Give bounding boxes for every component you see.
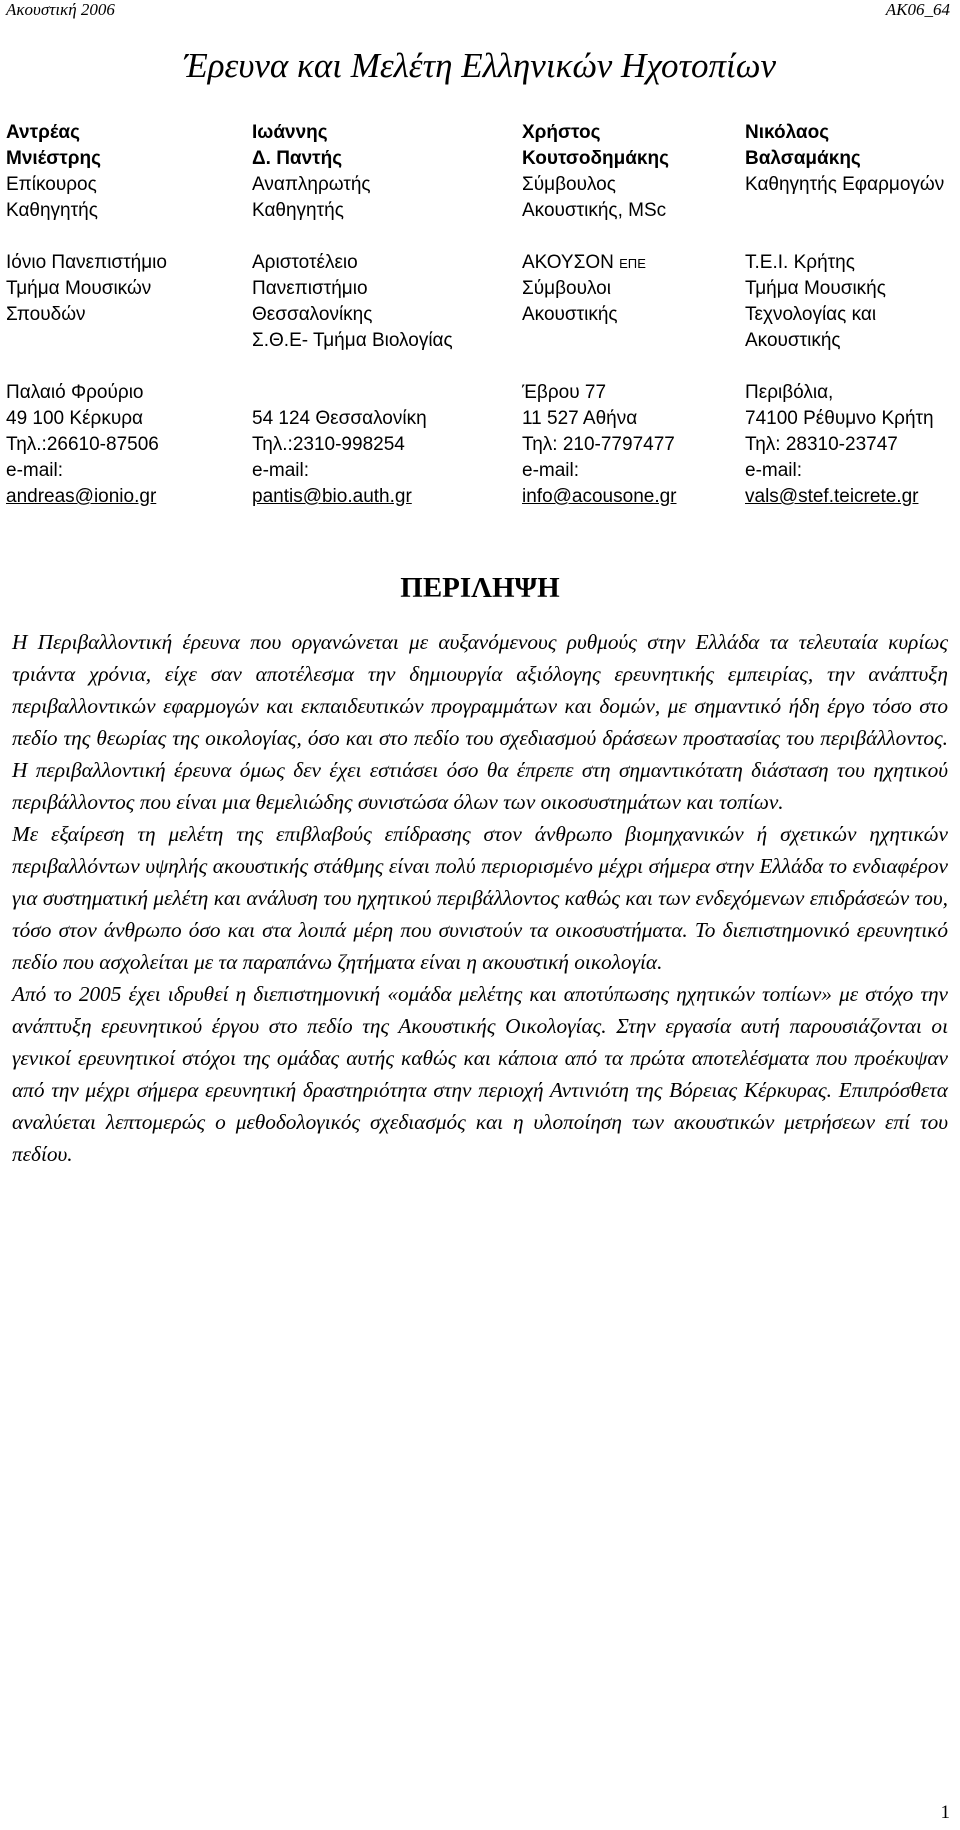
author-first-name: Χρήστος	[522, 122, 601, 143]
author-phone: Τηλ.:2310-998254	[252, 434, 405, 455]
author-role: Σύμβουλος	[522, 174, 616, 195]
author-last-name: Δ. Παντής	[252, 148, 343, 169]
company-type: ΕΠΕ	[619, 256, 646, 271]
author-role	[745, 198, 944, 224]
author-affiliation	[6, 328, 167, 354]
author-last-name: Κουτσοδημάκης	[522, 148, 670, 169]
author-affiliation: Ιόνιο Πανεπιστήμιο	[6, 252, 167, 273]
author-affiliation: Θεσσαλονίκης	[252, 304, 373, 325]
author-affiliation: Τμήμα Μουσικών	[6, 278, 152, 299]
abstract-paragraph: Με εξαίρεση τη μελέτη της επιβλαβούς επίδρασης στον άνθρωπο βιομηχανικών ή σχετικών ηχητικών περιβαλλόντων υψηλής ακουστικής στάθμης είναι πολύ περιορισμένο μέχρι σήμερα στην Ελλάδα το ενδιαφέρον για συστηματική μελέτη και ανάλυση του ηχητικού περιβάλλοντος καθώς και των ενδεχόμενων επιδράσεών του, τόσο στον άνθρωπο όσο και στα λοιπά μέρη που συνιστούν τα οικοσυστήματα. Το διεπιστημονικό ερευνητικό πεδίο που ασχολείται με τα παραπάνω ζητήματα είναι η ακουστική οικολογία.	[12, 822, 948, 974]
running-header-left: Ακουστική 2006	[6, 0, 115, 19]
author-email-label: e-mail:	[252, 460, 310, 481]
author-email-link[interactable]: info@acousone.gr	[522, 486, 677, 507]
author-address: Παλαιό Φρούριο	[6, 382, 144, 403]
author-first-name: Νικόλαος	[745, 122, 830, 143]
author-affiliation: Σ.Θ.Ε- Τμήμα Βιολογίας	[252, 330, 453, 351]
author-address: 49 100 Κέρκυρα	[6, 408, 144, 429]
author-affiliation: Πανεπιστήμιο	[252, 278, 368, 299]
author-affiliation	[522, 250, 677, 276]
author-affiliation: Αριστοτέλειο	[252, 252, 358, 273]
author-email-link[interactable]: vals@stef.teicrete.gr	[745, 486, 919, 507]
running-header-right: ΑΚ06_64	[885, 0, 950, 19]
abstract-paragraph: Η Περιβαλλοντική έρευνα που οργανώνεται με αυξανόμενους ρυθμούς στην Ελλάδα τα τελευταία κυρίως τριάντα χρόνια, είχε σαν αποτέλεσμα την δημιουργία αξιόλογης ερευνητικής εμπειρίας, την ανάπτυξη περιβαλλοντικών εφαρμογών και εκπαιδευτικών προγραμμάτων και δομών, με σημαντικό ήδη έργο τόσο στο πεδίο της θεωρίας της οικολογίας, όσο και στο πεδίο του σχεδιασμού δράσεων προστασίας του περιβάλλοντος. Η περιβαλλοντική έρευνα όμως δεν έχει εστιάσει όσο θα έπρεπε στη σημαντικότατη διάσταση του ηχητικού περιβάλλοντος που είναι μια θεμελιώδης συνιστώσα όλων των οικοσυστημάτων και τοπίων.	[12, 630, 948, 814]
author-phone: Τηλ: 28310-23747	[745, 434, 898, 455]
author-2	[252, 120, 453, 510]
abstract-heading: ΠΕΡΙΛΗΨΗ	[400, 572, 560, 604]
author-affiliation: Τεχνολογίας και	[745, 304, 877, 325]
author-role: Καθηγητής	[252, 200, 344, 221]
author-email-label: e-mail:	[6, 460, 64, 481]
abstract-paragraph: Από το 2005 έχει ιδρυθεί η διεπιστημονική «ομάδα μελέτης και αποτύπωσης ηχητικών τοπίων» με στόχο την ανάπτυξη ερευνητικού έργου στο πεδίο της Ακουστικής Οικολογίας. Στην εργασία αυτή παρουσιάζονται οι γενικοί ερευνητικοί στόχοι της ομάδας αυτής καθώς και κάποια από τα πρώτα αποτελέσματα που προέκυψαν από την μέχρι σήμερα ερευνητική δραστηριότητα στην περιοχή Αντινιότη της Βόρειας Κέρκυρας. Επιπρόσθετα αναλύεται λεπτομερώς ο μεθοδολογικός σχεδιασμός και η υλοποίηση των ακουστικών μετρήσεων επί του πεδίου.	[12, 982, 948, 1166]
company-name: ΑΚΟΥΣΟΝ	[522, 252, 614, 273]
author-role: Καθηγητής Εφαρμογών	[745, 174, 945, 195]
author-email-label: e-mail:	[522, 460, 580, 481]
author-phone: Τηλ: 210-7797477	[522, 434, 675, 455]
author-role: Αναπληρωτής	[252, 174, 371, 195]
author-email-label: e-mail:	[745, 460, 803, 481]
author-4	[745, 120, 944, 510]
author-last-name: Μνιέστρης	[6, 148, 101, 169]
author-affiliation: Σπουδών	[6, 304, 86, 325]
author-address: Έβρου 77	[522, 382, 607, 403]
author-1	[6, 120, 167, 510]
author-role: Καθηγητής	[6, 200, 98, 221]
author-email-link[interactable]: pantis@bio.auth.gr	[252, 486, 412, 507]
author-first-name: Ιωάννης	[252, 122, 328, 143]
author-affiliation: Σύμβουλοι	[522, 278, 611, 299]
author-3	[522, 120, 677, 510]
paper-title: Έρευνα και Μελέτη Ελληνικών Ηχοτοπίων	[183, 46, 777, 85]
author-phone: Τηλ.:26610-87506	[6, 434, 159, 455]
author-affiliation: Τ.Ε.Ι. Κρήτης	[745, 252, 855, 273]
author-affiliation: Τμήμα Μουσικής	[745, 278, 886, 299]
author-role: Ακουστικής, MSc	[522, 200, 667, 221]
author-address: 74100 Ρέθυμνο Κρήτη	[745, 408, 934, 429]
author-affiliation	[522, 328, 677, 354]
page-number: 1	[940, 1802, 950, 1823]
author-address: Περιβόλια,	[745, 382, 834, 403]
author-affiliation: Ακουστικής	[745, 330, 841, 351]
author-role: Επίκουρος	[6, 174, 97, 195]
author-address	[252, 380, 453, 406]
author-affiliation: Ακουστικής	[522, 304, 618, 325]
abstract-body	[12, 626, 948, 1170]
author-last-name: Βαλσαμάκης	[745, 148, 861, 169]
author-address: 11 527 Αθήνα	[522, 408, 638, 429]
author-email-link[interactable]: andreas@ionio.gr	[6, 486, 157, 507]
author-first-name: Αντρέας	[6, 122, 80, 143]
author-address: 54 124 Θεσσαλονίκη	[252, 408, 427, 429]
